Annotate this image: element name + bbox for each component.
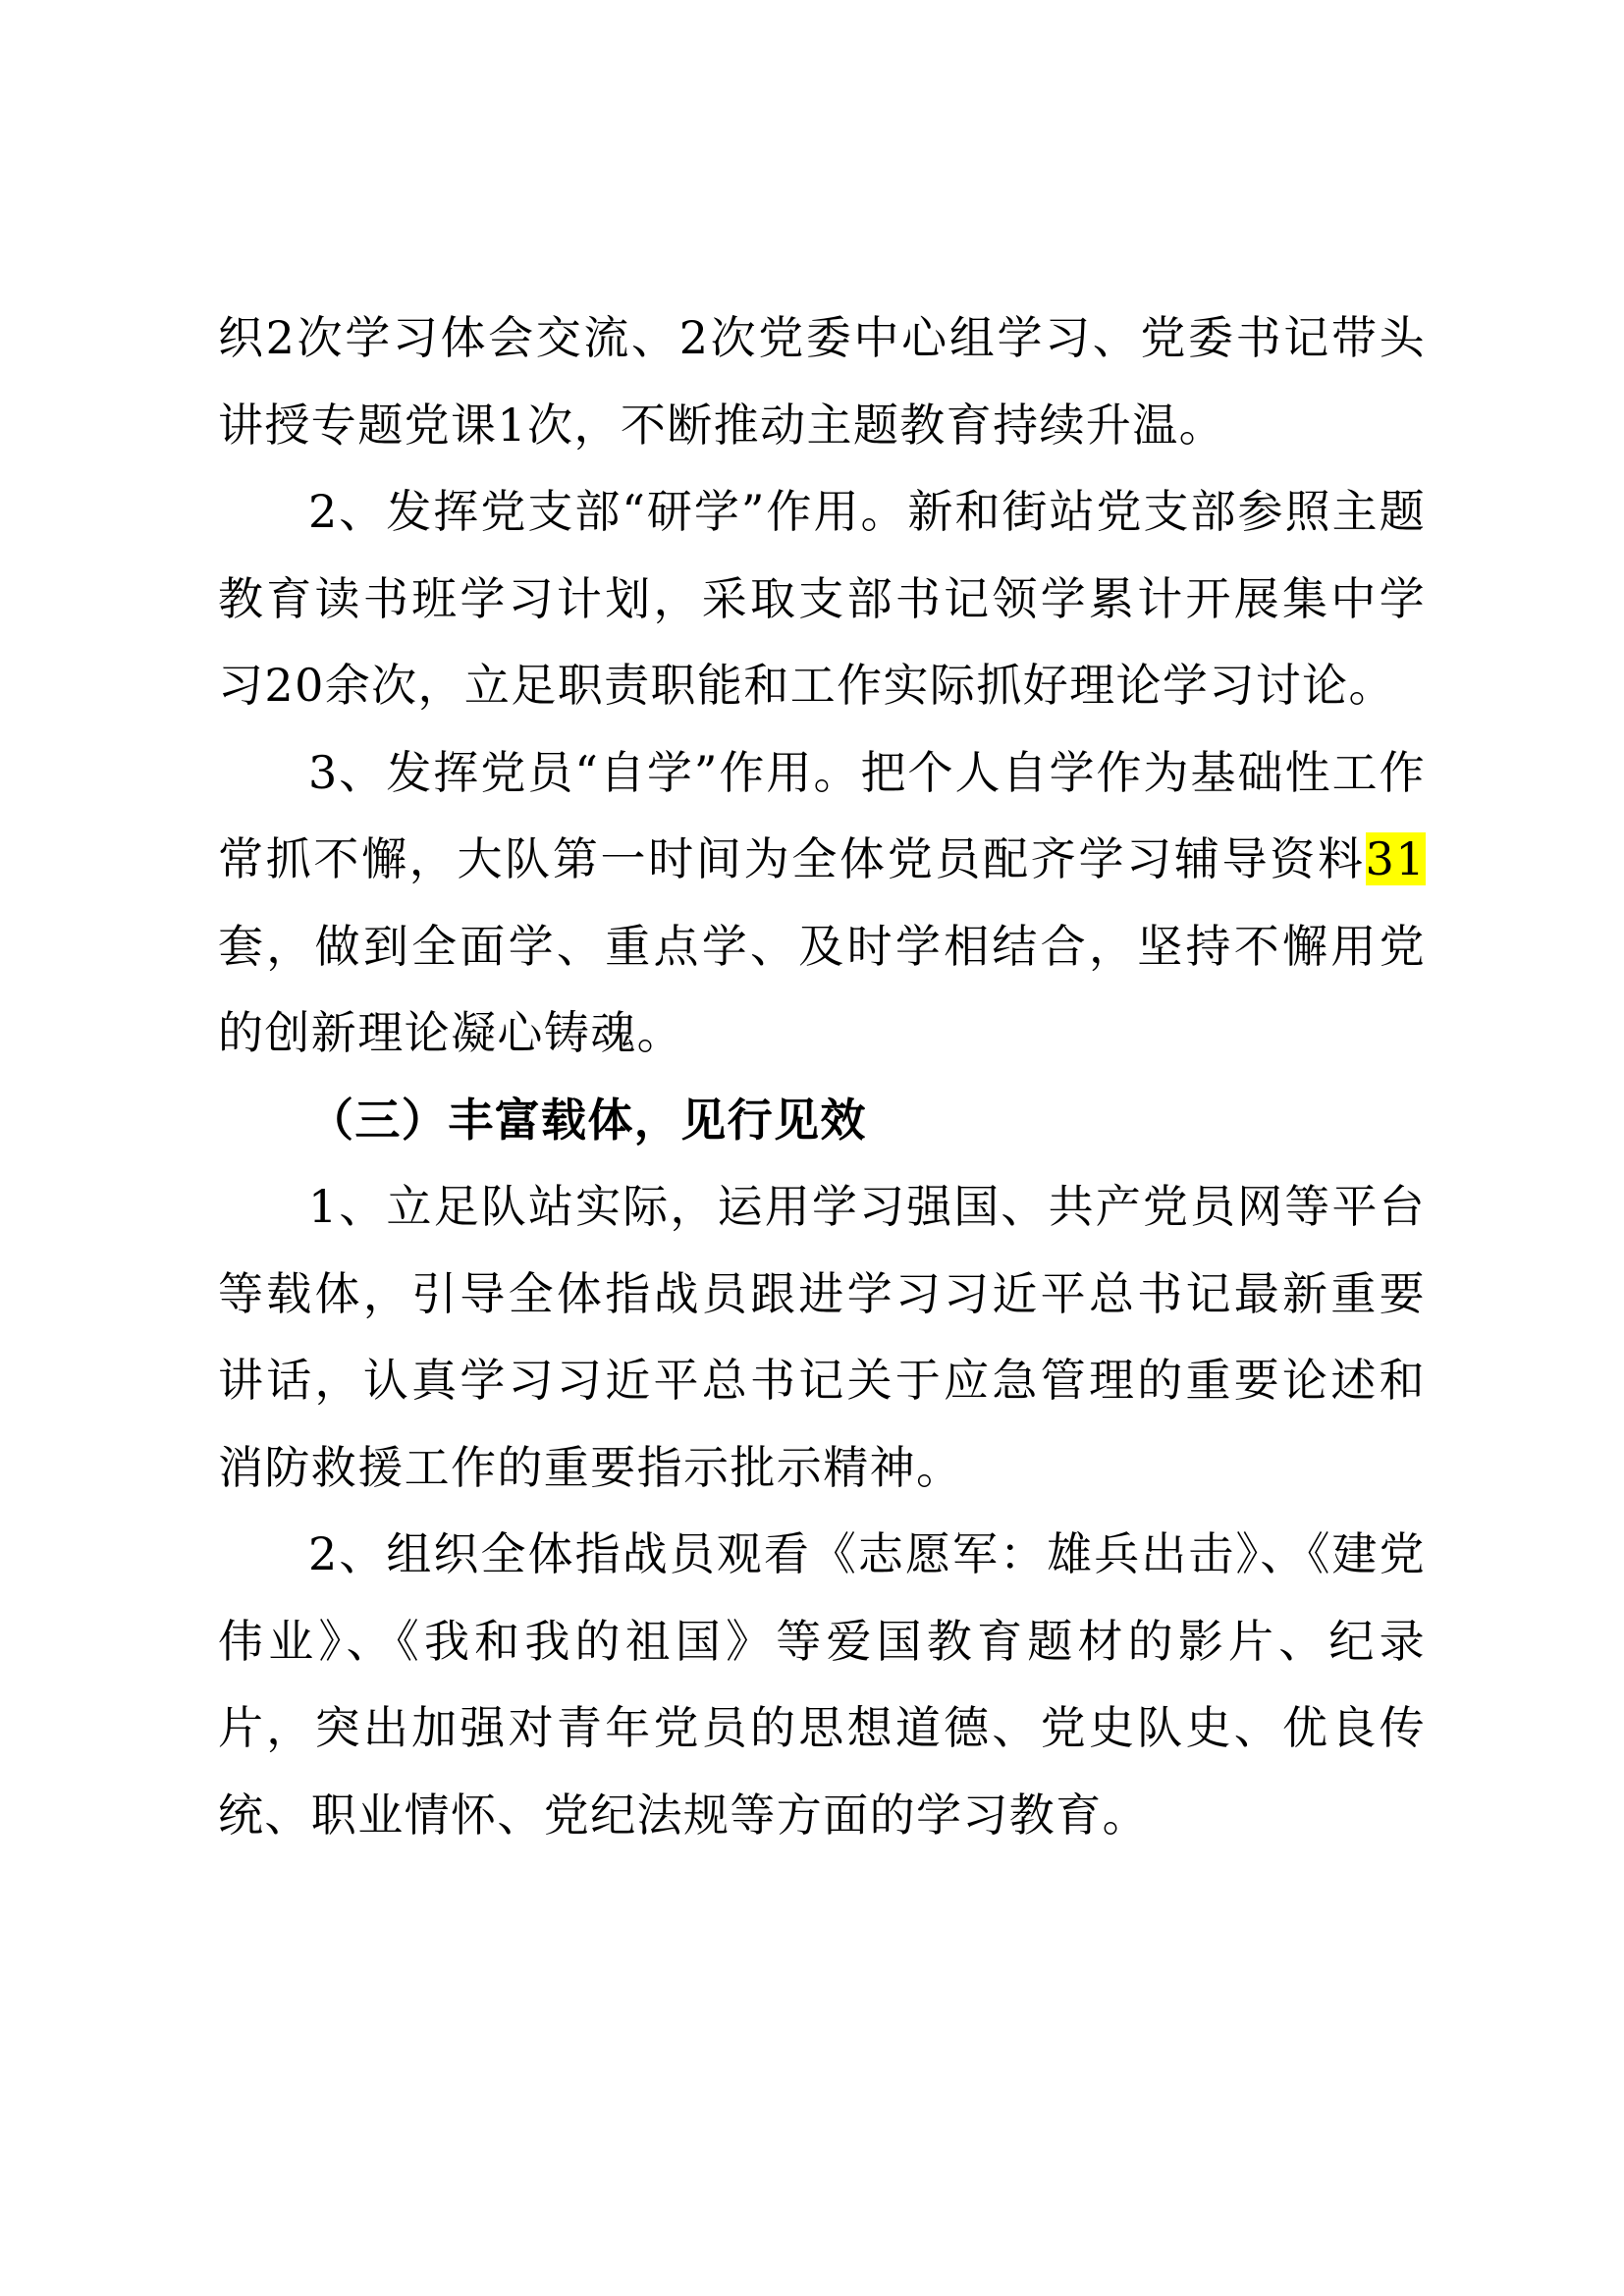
- paragraph-platforms: 1、立足队站实际，运用学习强国、共产党员网等平台等载体，引导全体指战员跟进学习习近平总书记最新重要讲话，认真学习习近平总书记关于应急管理的重要论述和消防救援工作的重要指示批示精神。: [218, 1180, 1426, 1494]
- paragraph-branch-study: 2、发挥党支部“研学”作用。新和街站党支部参照主题教育读书班学习计划，采取支部书记领学累计开展集中学习20余次，立足职责职能和工作实际抓好理论学习讨论。: [218, 485, 1426, 712]
- paragraph-self-study: [218, 729, 1426, 1077]
- highlighted-number: 31: [1365, 832, 1426, 885]
- paragraph-films: 2、组织全体指战员观看《志愿军：雄兵出击》、《建党伟业》、《我和我的祖国》等爱国教育题材的影片、纪录片，突出加强对青年党员的思想道德、党史队史、优良传统、职业情怀、党纪法规等方面的学习教育。: [218, 1527, 1426, 1842]
- document-body: [218, 294, 1426, 1858]
- section-heading: （三）丰富载体，见行见效: [308, 1093, 867, 1147]
- paragraph-self-study-text-a: 3、发挥党员“自学”作用。把个人自学作为基础性工作常抓不懈，大队第一时间为全体党员配齐学习辅导资料: [218, 745, 1426, 885]
- paragraph-continuation: 织2次学习体会交流、2次党委中心组学习、党委书记带头讲授专题党课1次，不断推动主题教育持续升温。: [218, 311, 1426, 452]
- paragraph-self-study-text-b: 套，做到全面学、重点学、及时学相结合，坚持不懈用党的创新理论凝心铸魂。: [218, 919, 1426, 1059]
